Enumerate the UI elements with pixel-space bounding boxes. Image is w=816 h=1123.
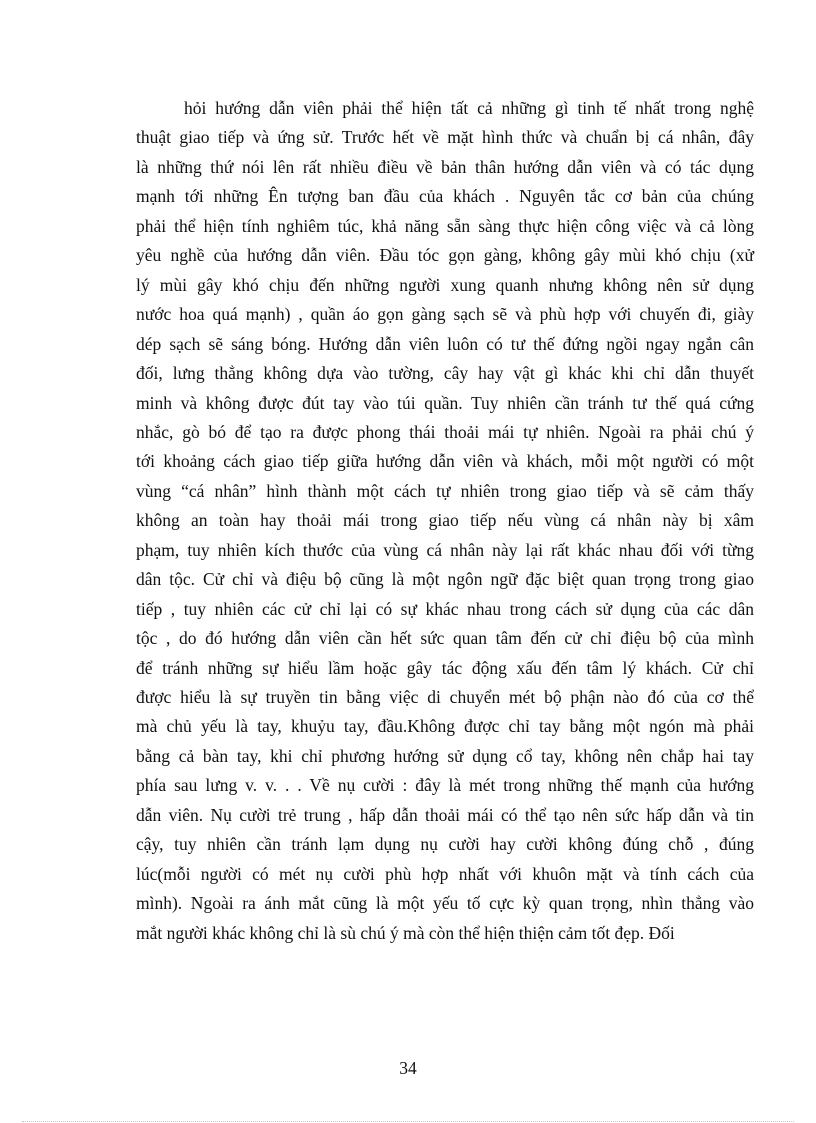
text-line: đối, lưng thẳng không dựa vào tường, cây hay vật gì khác khi chỉ dẫn thuyết bbox=[136, 363, 754, 384]
text-line: được hiểu là sự truyền tin bằng việc di chuyển mét bộ phận nào đó của cơ thể bbox=[136, 687, 754, 707]
text-line: minh và không được đút tay vào túi quần. Tuy nhiên cần tránh tư thế quá cứng bbox=[136, 392, 754, 413]
text-line: nước hoa quá mạnh) , quần áo gọn gàng sạch sẽ và phù hợp với chuyến đi, giày bbox=[136, 304, 754, 325]
text-line: là những thứ nói lên rất nhiều điều về bản thân hướng dẫn viên và có tác dụng bbox=[136, 156, 754, 177]
text-line: lý mùi gây khó chịu đến những người xung quanh nhưng không nên sử dụng bbox=[136, 274, 754, 295]
text-line: mình). Ngoài ra ánh mắt cũng là một yếu tố cực kỳ quan trọng, nhìn thẳng vào bbox=[136, 893, 754, 914]
page-number: 34 bbox=[399, 1058, 417, 1078]
text-line: lúc(mỗi người có mét nụ cười phù hợp nhất với khuôn mặt và tính cách của bbox=[136, 863, 754, 884]
text-line: dẫn viên. Nụ cười trẻ trung , hấp dẫn thoải mái có thể tạo nên sức hấp dẫn và tin bbox=[136, 804, 754, 825]
text-line: dân tộc. Cử chỉ và điệu bộ cũng là một ngôn ngữ đặc biệt quan trọng trong giao bbox=[136, 569, 754, 590]
text-line: vùng “cá nhân” hình thành một cách tự nhiên trong giao tiếp và sẽ cảm thấy bbox=[136, 480, 754, 501]
text-line: mà chủ yếu là tay, khuỷu tay, đầu.Không được chỉ tay bằng một ngón mà phải bbox=[136, 716, 754, 737]
text-line: không an toàn hay thoải mái trong giao tiếp nếu vùng cá nhân này bị xâm bbox=[136, 510, 754, 531]
text-line: tiếp , tuy nhiên các cử chỉ lại có sự khác nhau trong cách sử dụng của các dân bbox=[136, 598, 754, 619]
text-line: mạnh tới những Ên tượng ban đầu của khách . Nguyên tắc cơ bản của chúng bbox=[136, 186, 754, 207]
text-line: bằng cả bàn tay, khi chỉ phương hướng sử dụng cổ tay, không nên chắp hai tay bbox=[136, 745, 754, 766]
text-line: phía sau lưng v. v. . . Về nụ cười : đây là mét trong những thế mạnh của hướng bbox=[136, 775, 754, 796]
text-line: tới khoảng cách giao tiếp giữa hướng dẫn viên và khách, mỗi một người có một bbox=[136, 451, 754, 472]
text-line: phạm, tuy nhiên kích thước của vùng cá nhân này lại rất khác nhau đối với từng bbox=[136, 539, 754, 560]
text-line: cậy, tuy nhiên cần tránh lạm dụng nụ cười hay cười không đúng chỗ , đúng bbox=[136, 834, 754, 855]
text-line: yêu nghề của hướng dẫn viên. Đầu tóc gọn gàng, không gây mùi khó chịu (xử bbox=[136, 245, 754, 266]
text-line: nhắc, gò bó để tạo ra được phong thái thoải mái tự nhiên. Ngoài ra phải chú ý bbox=[136, 421, 754, 442]
text-line: thuật giao tiếp và ứng sử. Trước hết về mặt hình thức và chuẩn bị cá nhân, đây bbox=[136, 127, 754, 148]
text-line: phải thể hiện tính nghiêm túc, khả năng sẵn sàng thực hiện công việc và cả lòng bbox=[136, 215, 754, 236]
text-line: dép sạch sẽ sáng bóng. Hướng dẫn viên luôn có tư thế đứng ngồi ngay ngắn cân bbox=[136, 333, 754, 354]
text-line: để tránh những sự hiểu lầm hoặc gây tác động xấu đến tâm lý khách. Cử chỉ bbox=[136, 657, 754, 678]
text-line: hỏi hướng dẫn viên phải thể hiện tất cả những gì tinh tế nhất trong nghệ bbox=[184, 98, 754, 118]
page-bottom-divider bbox=[22, 1121, 794, 1122]
text-line: tộc , do đó hướng dẫn viên cần hết sức quan tâm đến cử chỉ điệu bộ của mình bbox=[136, 628, 754, 649]
text-line: mắt người khác không chỉ là sù chú ý mà còn thể hiện thiện cảm tốt đẹp. Đối bbox=[136, 922, 675, 943]
